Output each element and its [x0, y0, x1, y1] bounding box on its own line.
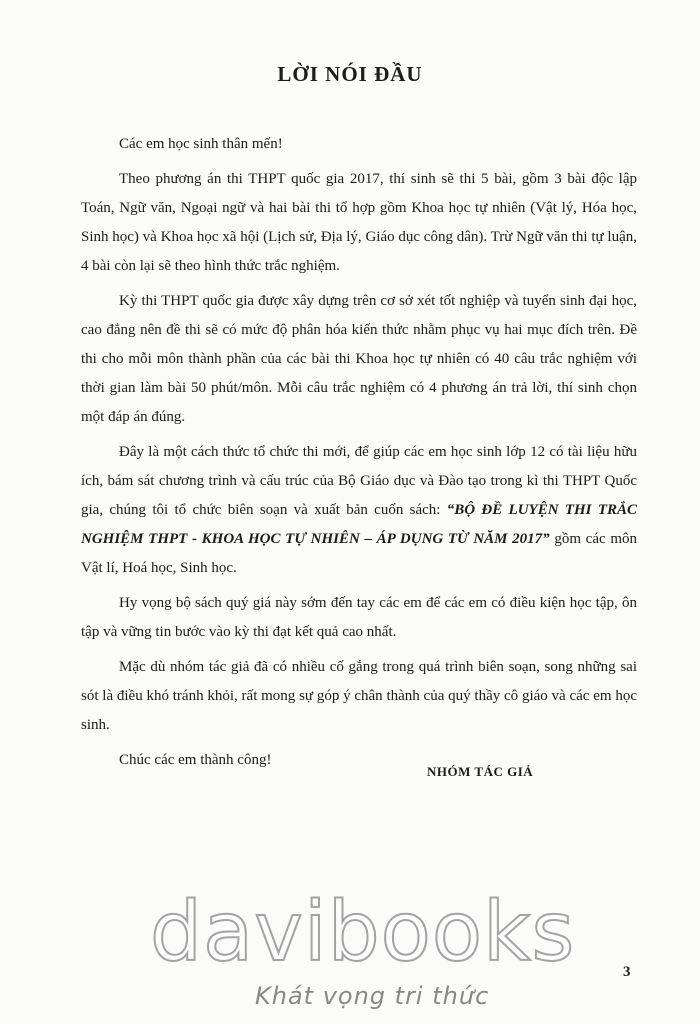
book-intro-text: Đây là một cách thức tổ chức thi mới, để giúp các em học sinh lớp 12 có tài liệu hữu ích, bám sát chương trình và cấu trúc của Bộ Giáo dục và Đào tạo trong kì thi THPT Quốc gia, chúng tôi tổ chức biên soạn và xuất bản cuốn sách: [81, 444, 637, 518]
page-title: LỜI NÓI ĐẦU [277, 62, 423, 86]
paragraph-exam-purpose: Kỳ thi THPT quốc gia được xây dựng trên cơ sở xét tốt nghiệp và tuyển sinh đại học, cao đẳng nên đề thi sẽ có mức độ phân hóa kiến thức nhằm phục vụ hai mục đích trên. Đề thi cho mỗi môn thành phần của các bài thi Khoa học tự nhiên có 40 câu trắc nghiệm với thời gian làm bài 50 phút/môn. Mỗi câu trắc nghiệm có 4 phương án trả lời, thí sinh chọn một đáp án đúng. [81, 293, 637, 425]
preface-body [81, 130, 637, 781]
paragraph-feedback: Mặc dù nhóm tác giả đã có nhiều cố gắng trong quá trình biên soạn, song những sai sót là điều khó tránh khỏi, rất mong sự góp ý chân thành của quý thầy cô giáo và các em học sinh. [81, 659, 637, 733]
author-signature: NHÓM TÁC GIẢ [427, 764, 534, 779]
watermark-logo: davibooks [150, 885, 576, 980]
paragraph-book-intro [81, 438, 637, 583]
watermark-tagline: Khát vọng tri thức [255, 982, 490, 1010]
paragraph-hope: Hy vọng bộ sách quý giá này sớm đến tay các em để các em có điều kiện học tập, ôn tập và vững tin bước vào kỳ thi đạt kết quả cao nhất. [81, 595, 637, 640]
greeting: Các em học sinh thân mến! [119, 136, 283, 152]
closing-wish: Chúc các em thành công! [119, 752, 272, 768]
book-subjects-text: gồm các môn Vật lí, Hoá học, Sinh học. [81, 531, 637, 576]
paragraph-exam-plan: Theo phương án thi THPT quốc gia 2017, thí sinh sẽ thi 5 bài, gồm 3 bài độc lập Toán, Ngữ văn, Ngoại ngữ và hai bài thi tổ hợp gồm Khoa học tự nhiên (Vật lý, Hóa học, Sinh học) và Khoa học xã hội (Lịch sử, Địa lý, Giáo dục công dân). Trừ Ngữ văn thi tự luận, 4 bài còn lại sẽ theo hình thức trắc nghiệm. [81, 171, 637, 274]
book-title: “BỘ ĐỀ LUYỆN THI TRẮC NGHIỆM THPT - KHOA HỌC TỰ NHIÊN – ÁP DỤNG TỪ NĂM 2017” [81, 502, 637, 547]
page-number: 3 [623, 964, 631, 980]
